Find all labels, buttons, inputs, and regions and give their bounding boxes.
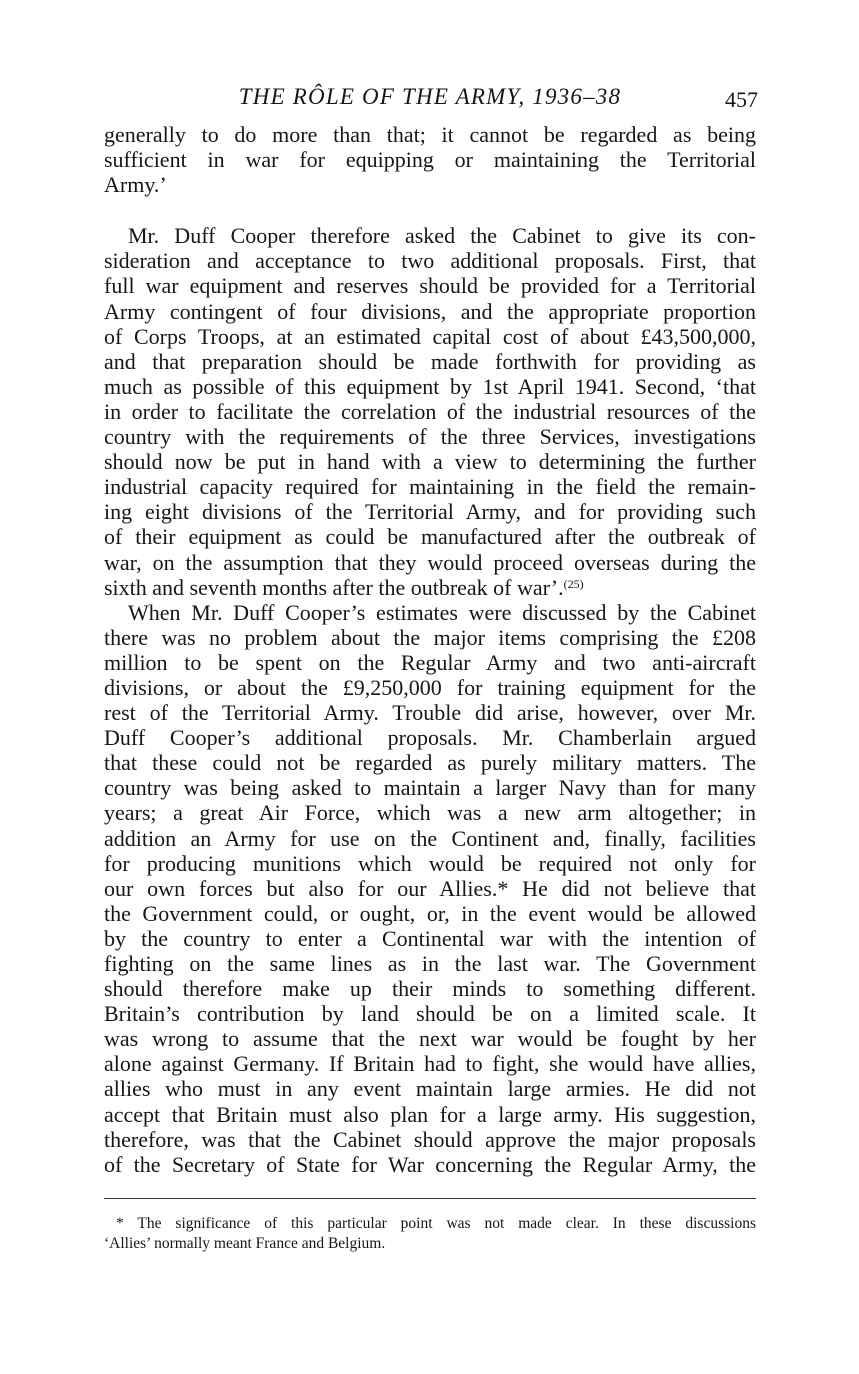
- text-line: million to be spent on the Regular Army and two anti-aircraft: [104, 649, 756, 675]
- text-line: that these could not be regarded as purely military matters. The: [104, 750, 756, 776]
- text-line: Army.’: [104, 172, 167, 198]
- footnote-line: * The significance of this particular point was not made clear. In these discussions: [116, 1215, 756, 1232]
- paragraph: [104, 223, 756, 599]
- paragraph: [104, 122, 756, 197]
- text-line: allies who must in any event maintain large armies. He did not: [104, 1076, 756, 1102]
- text-line: the Government could, or ought, or, in the event would be allowed: [104, 900, 756, 926]
- paragraph: [104, 600, 756, 1177]
- text-line: therefore, was that the Cabinet should approve the major proposals: [104, 1126, 756, 1152]
- running-header-title: THE RÔLE OF THE ARMY, 1936–38: [238, 84, 622, 109]
- text-line: there was no problem about the major items comprising the £208: [104, 624, 756, 650]
- text-line: sufficient in war for equipping or maintaining the Territorial: [104, 147, 756, 173]
- footnote-reference: (25): [563, 576, 584, 591]
- paragraph-gap: [104, 197, 756, 223]
- body-text: [104, 122, 756, 1177]
- text-line: our own forces but also for our Allies.* He did not believe that: [104, 875, 756, 901]
- text-line: fighting on the same lines as in the last war. The Government: [104, 951, 756, 976]
- text-line: country was being asked to maintain a larger Navy than for many: [104, 775, 756, 801]
- text-line: Duff Cooper’s additional proposals. Mr. Chamberlain argued: [104, 725, 756, 751]
- text-line: ing eight divisions of the Territorial Army, and for providing such: [104, 499, 756, 525]
- text-line: alone against Germany. If Britain had to fight, she would have allies,: [104, 1051, 756, 1077]
- text-line: sideration and acceptance to two additional proposals. First, that: [104, 248, 756, 274]
- text-line: addition an Army for use on the Continent and, finally, facilities: [104, 825, 756, 851]
- text-line: full war equipment and reserves should be provided for a Territorial: [104, 273, 756, 299]
- text-line: by the country to enter a Continental war with the intention of: [104, 925, 756, 951]
- text-line: sixth and seventh months after the outbreak of war’.$^{(25)}$: [104, 574, 584, 600]
- text-line: was wrong to assume that the next war would be fought by her: [104, 1026, 756, 1052]
- text-line: war, on the assumption that they would proceed overseas during the: [104, 549, 756, 575]
- text-line: of Corps Troops, at an estimated capital cost of about £43,500,000,: [104, 323, 756, 349]
- text-line: in order to facilitate the correlation of the industrial resources of the: [104, 398, 756, 424]
- text-line: much as possible of this equipment by 1st April 1941. Second, ‘that: [104, 373, 756, 399]
- page-number: 457: [725, 87, 758, 112]
- text-line: Army contingent of four divisions, and the appropriate proportion: [104, 298, 756, 324]
- text-line: rest of the Territorial Army. Trouble did arise, however, over Mr.: [104, 700, 756, 726]
- text-line: accept that Britain must also plan for a large army. His suggestion,: [104, 1101, 756, 1127]
- text-line: When Mr. Duff Cooper’s estimates were discussed by the Cabinet: [128, 599, 756, 625]
- text-line: of the Secretary of State for War concerning the Regular Army, the: [104, 1151, 756, 1177]
- footnote-line: ‘Allies’ normally meant France and Belgium.: [104, 1235, 386, 1252]
- text-line: divisions, or about the £9,250,000 for training equipment for the: [104, 674, 756, 700]
- text-line: Britain’s contribution by land should be on a limited scale. It: [104, 1001, 756, 1027]
- footnote: [104, 1214, 756, 1254]
- text-line: and that preparation should be made forthwith for providing as: [104, 348, 756, 374]
- text-line: years; a great Air Force, which was a new arm altogether; in: [104, 800, 756, 826]
- text-line: should therefore make up their minds to something different.: [104, 976, 756, 1002]
- text-line: country with the requirements of the three Services, investigations: [104, 424, 756, 450]
- footnote-rule: [104, 1198, 756, 1199]
- text-line: of their equipment as could be manufactured after the outbreak of: [104, 524, 756, 550]
- text-line: for producing munitions which would be required not only for: [104, 850, 756, 876]
- text-line: industrial capacity required for maintaining in the field the remain-: [104, 474, 756, 500]
- text-line: Mr. Duff Cooper therefore asked the Cabinet to give its con-: [128, 223, 756, 249]
- text-line: should now be put in hand with a view to determining the further: [104, 449, 756, 475]
- text-line: generally to do more than that; it cannot be regarded as being: [104, 122, 756, 147]
